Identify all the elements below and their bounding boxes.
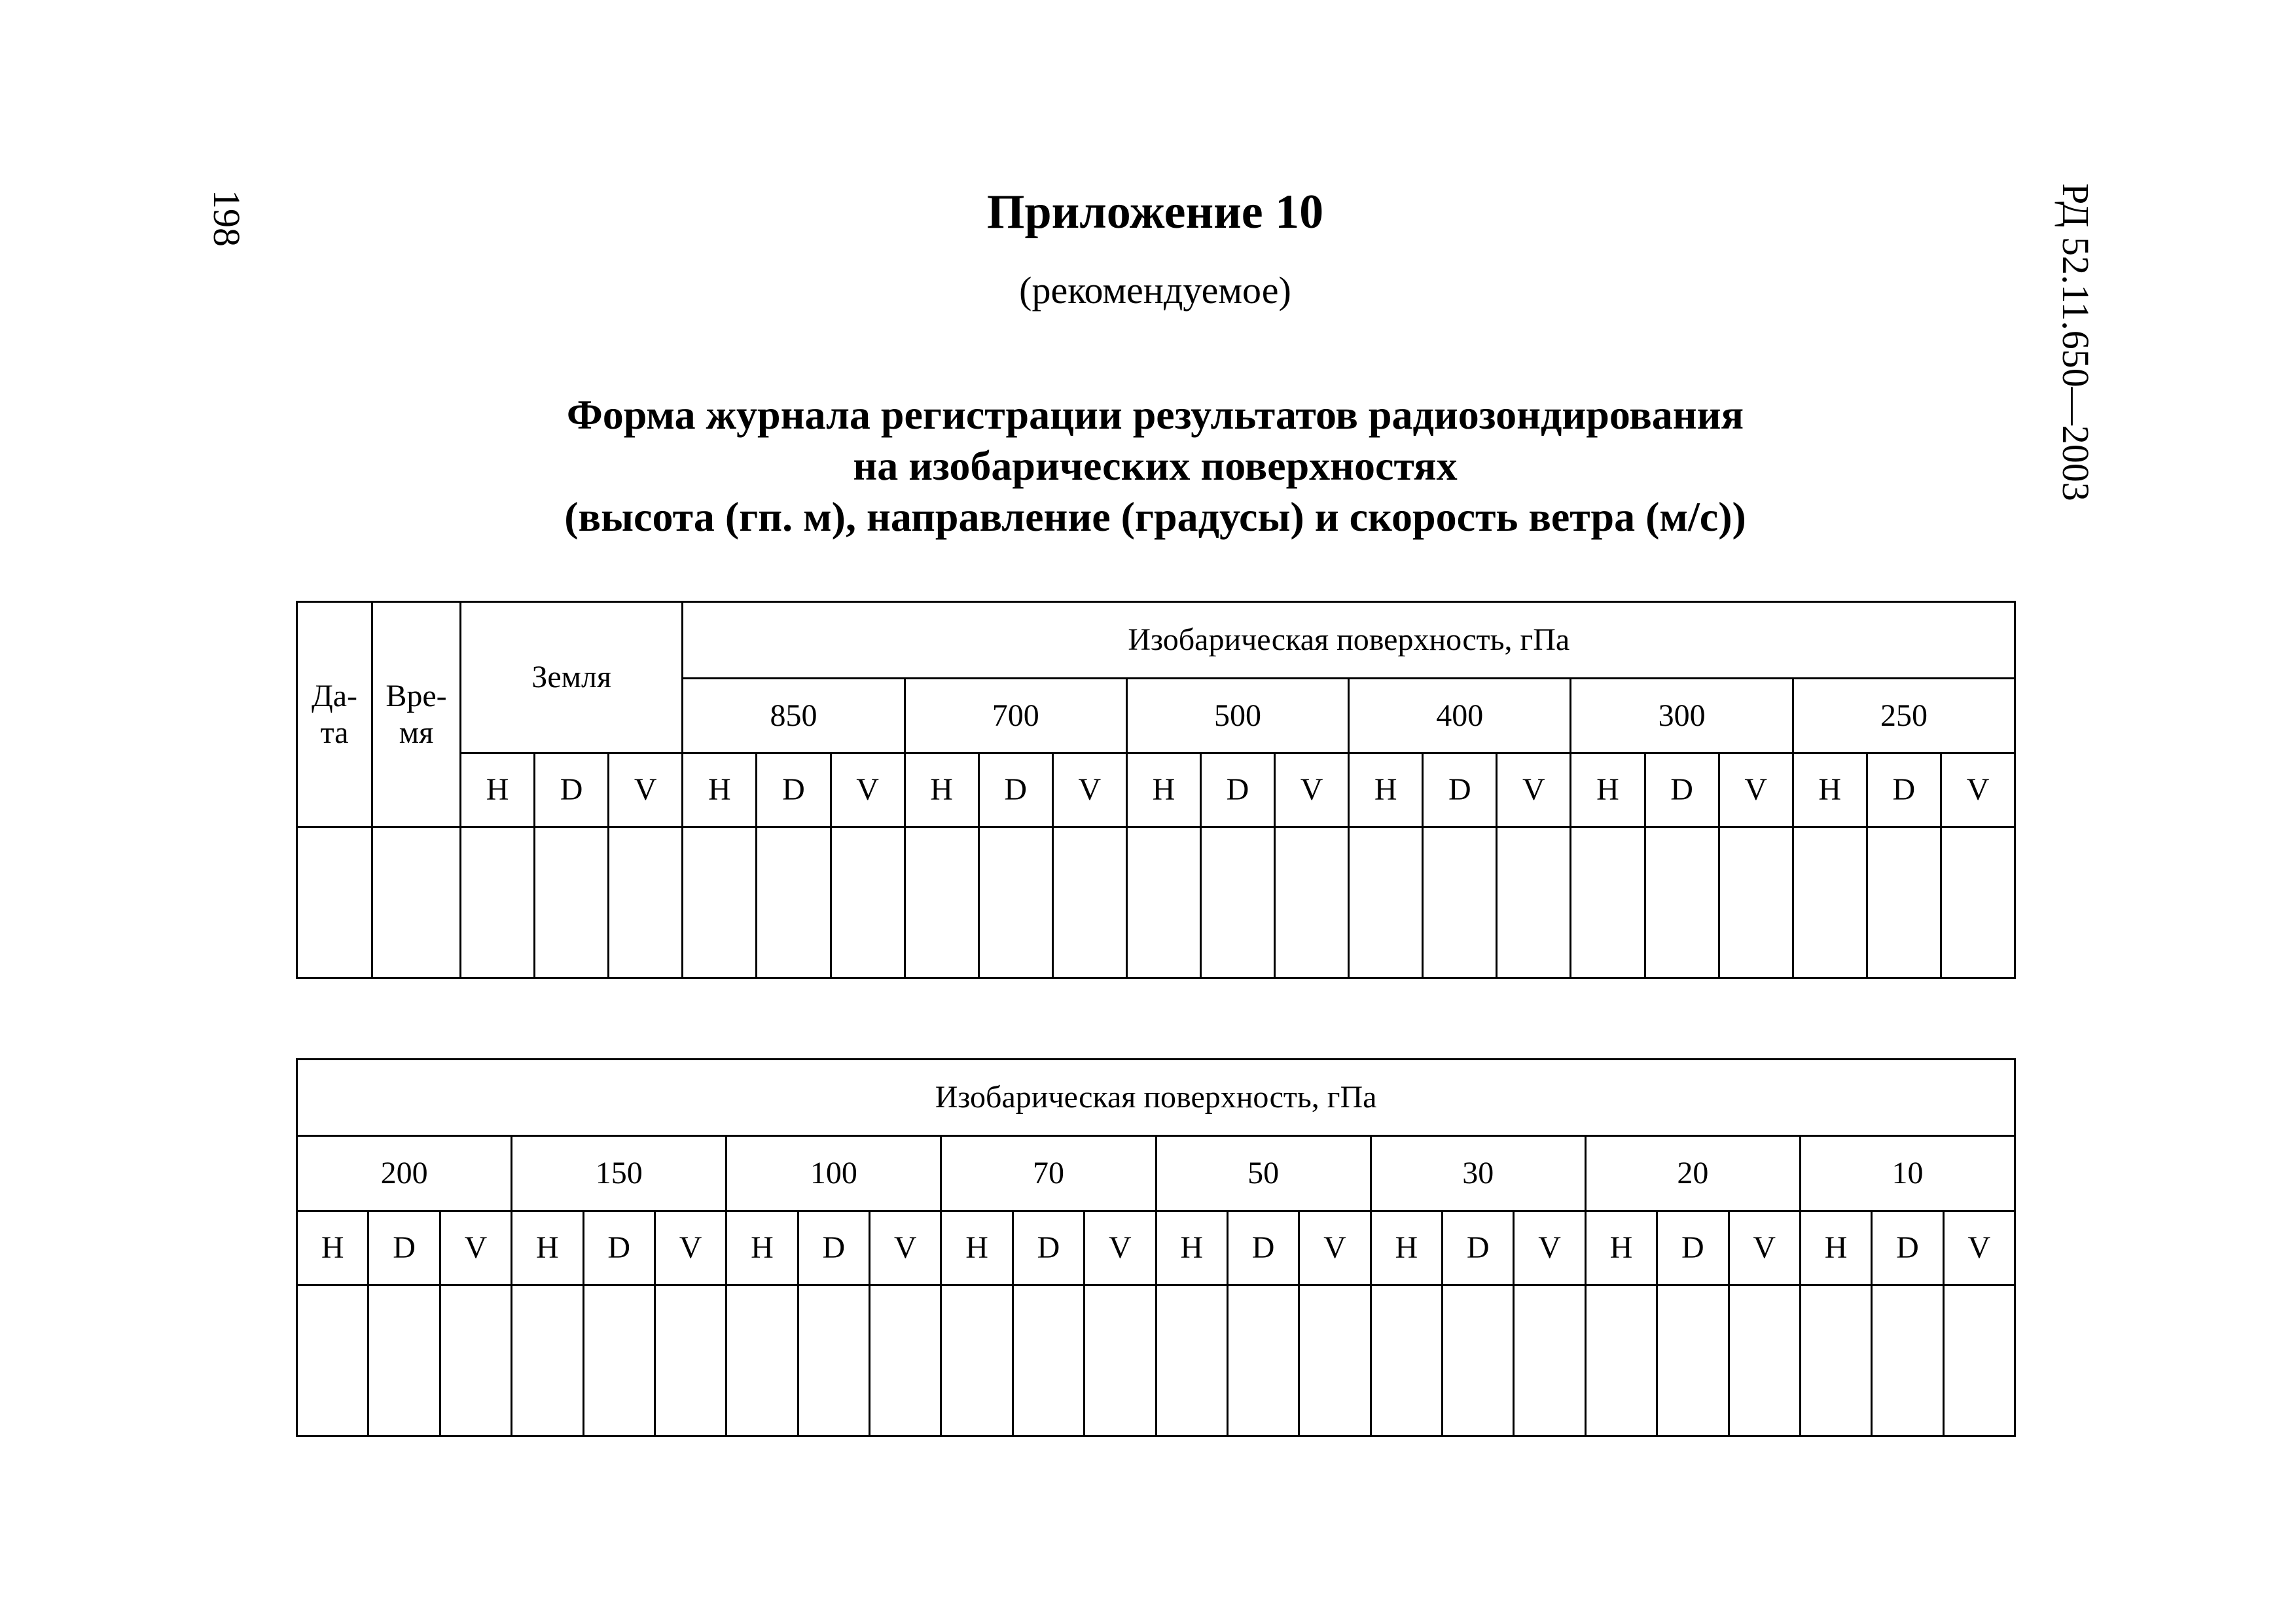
subcol-header: D (757, 753, 831, 827)
subcol-header: D (1872, 1211, 1943, 1285)
subcol-header: H (461, 753, 535, 827)
subcol-header: V (831, 753, 905, 827)
heading-line-3: (высота (гп. м), направление (градусы) и скорость ветра (м/с)) (564, 493, 1746, 540)
subcol-header: D (1645, 753, 1719, 827)
table-row (297, 1285, 2015, 1436)
entry-cell[interactable] (655, 1285, 726, 1436)
ground-header: Земля (461, 602, 683, 753)
subcol-header: V (1719, 753, 1793, 827)
entry-cell[interactable] (1126, 827, 1200, 978)
entry-cell[interactable] (1800, 1285, 1871, 1436)
subcol-header: H (1349, 753, 1423, 827)
subcol-header: D (1200, 753, 1274, 827)
subcol-header: V (870, 1211, 941, 1285)
entry-cell[interactable] (1657, 1285, 1729, 1436)
subcol-header: V (1275, 753, 1349, 827)
entry-cell[interactable] (372, 827, 461, 978)
entry-cell[interactable] (905, 827, 978, 978)
subcol-header: D (1013, 1211, 1084, 1285)
level-header: 700 (905, 679, 1126, 753)
table-row (297, 1211, 2015, 1285)
entry-cell[interactable] (1514, 1285, 1585, 1436)
entry-cell[interactable] (1085, 1285, 1156, 1436)
entry-cell[interactable] (1052, 827, 1126, 978)
entry-cell[interactable] (1275, 827, 1349, 978)
time-header: Вре- мя (372, 602, 461, 827)
entry-cell[interactable] (1443, 1285, 1514, 1436)
entry-cell[interactable] (1423, 827, 1497, 978)
form-heading (0, 389, 2296, 543)
sounding-table-upper-levels (296, 1058, 2016, 1437)
subcol-header: D (535, 753, 609, 827)
entry-cell[interactable] (1571, 827, 1645, 978)
entry-cell[interactable] (1729, 1285, 1800, 1436)
subcol-header: H (726, 1211, 798, 1285)
subcol-header: D (368, 1211, 440, 1285)
subcol-header: D (1227, 1211, 1299, 1285)
entry-cell[interactable] (1497, 827, 1571, 978)
level-header: 70 (941, 1136, 1156, 1211)
entry-cell[interactable] (1943, 1285, 2015, 1436)
level-header: 850 (683, 679, 905, 753)
level-header: 500 (1126, 679, 1348, 753)
level-header: 400 (1349, 679, 1571, 753)
heading-line-2: на изобарических поверхностях (853, 442, 1458, 489)
subcol-header: H (297, 1211, 368, 1285)
subcol-header: V (1729, 1211, 1800, 1285)
level-header: 10 (1800, 1136, 2015, 1211)
subcol-header: V (1514, 1211, 1585, 1285)
subcol-header: H (1585, 1211, 1657, 1285)
subcol-header: D (583, 1211, 655, 1285)
subcol-header: V (609, 753, 683, 827)
entry-cell[interactable] (941, 1285, 1013, 1436)
entry-cell[interactable] (870, 1285, 941, 1436)
subcol-header: H (1571, 753, 1645, 827)
level-header: 20 (1585, 1136, 1800, 1211)
subcol-header: V (1941, 753, 2015, 827)
entry-cell[interactable] (798, 1285, 869, 1436)
entry-cell[interactable] (583, 1285, 655, 1436)
subcol-header: D (1443, 1211, 1514, 1285)
entry-cell[interactable] (1867, 827, 1941, 978)
subcol-header: V (1497, 753, 1571, 827)
level-header: 200 (297, 1136, 512, 1211)
document-code: РД 52.11.650—2003 (2054, 183, 2097, 501)
entry-cell[interactable] (535, 827, 609, 978)
isobaric-surface-header: Изобарическая поверхность, гПа (683, 602, 2015, 679)
table-row (297, 827, 2015, 978)
date-header: Да- та (297, 602, 372, 827)
entry-cell[interactable] (1793, 827, 1867, 978)
level-header: 150 (512, 1136, 726, 1211)
level-header: 100 (726, 1136, 941, 1211)
subcol-header: D (798, 1211, 869, 1285)
table-row (297, 1060, 2015, 1136)
subcol-header: H (683, 753, 757, 827)
sounding-table-lower-levels (296, 601, 2016, 979)
subcol-header: H (905, 753, 978, 827)
entry-cell[interactable] (1156, 1285, 1227, 1436)
subcol-header: H (1126, 753, 1200, 827)
entry-cell[interactable] (1013, 1285, 1084, 1436)
subcol-header: H (1371, 1211, 1442, 1285)
heading-line-1: Форма журнала регистрации результатов радиозондирования (566, 391, 1744, 438)
subcol-header: H (1800, 1211, 1871, 1285)
subcol-header: V (440, 1211, 511, 1285)
entry-cell[interactable] (1585, 1285, 1657, 1436)
entry-cell[interactable] (683, 827, 757, 978)
table-row (297, 602, 2015, 679)
subcol-header: D (1657, 1211, 1729, 1285)
entry-cell[interactable] (609, 827, 683, 978)
entry-cell[interactable] (1645, 827, 1719, 978)
subcol-header: H (1156, 1211, 1227, 1285)
page-number: 198 (206, 190, 248, 247)
entry-cell[interactable] (1872, 1285, 1943, 1436)
entry-cell[interactable] (831, 827, 905, 978)
entry-cell[interactable] (1719, 827, 1793, 978)
level-header: 30 (1371, 1136, 1585, 1211)
entry-cell[interactable] (757, 827, 831, 978)
entry-cell[interactable] (1371, 1285, 1442, 1436)
entry-cell[interactable] (1941, 827, 2015, 978)
subcol-header: V (1085, 1211, 1156, 1285)
entry-cell[interactable] (1349, 827, 1423, 978)
subcol-header: H (512, 1211, 583, 1285)
isobaric-surface-header: Изобарическая поверхность, гПа (297, 1060, 2015, 1136)
entry-cell[interactable] (297, 827, 372, 978)
subcol-header: V (1299, 1211, 1371, 1285)
subcol-header: H (1793, 753, 1867, 827)
subcol-header: V (1052, 753, 1126, 827)
level-header: 50 (1156, 1136, 1371, 1211)
subcol-header: H (941, 1211, 1013, 1285)
entry-cell[interactable] (1299, 1285, 1371, 1436)
table-row (297, 753, 2015, 827)
subcol-header: D (1867, 753, 1941, 827)
subcol-header: V (1943, 1211, 2015, 1285)
entry-cell[interactable] (1200, 827, 1274, 978)
entry-cell[interactable] (726, 1285, 798, 1436)
entry-cell[interactable] (368, 1285, 440, 1436)
appendix-subtitle: (рекомендуемое) (1019, 269, 1291, 312)
level-header: 250 (1793, 679, 2015, 753)
entry-cell[interactable] (512, 1285, 583, 1436)
entry-cell[interactable] (297, 1285, 368, 1436)
entry-cell[interactable] (1227, 1285, 1299, 1436)
entry-cell[interactable] (461, 827, 535, 978)
table-row (297, 1136, 2015, 1211)
appendix-title: Приложение 10 (986, 185, 1324, 239)
subcol-header: V (655, 1211, 726, 1285)
subcol-header: D (1423, 753, 1497, 827)
entry-cell[interactable] (440, 1285, 511, 1436)
entry-cell[interactable] (978, 827, 1052, 978)
subcol-header: D (978, 753, 1052, 827)
level-header: 300 (1571, 679, 1793, 753)
